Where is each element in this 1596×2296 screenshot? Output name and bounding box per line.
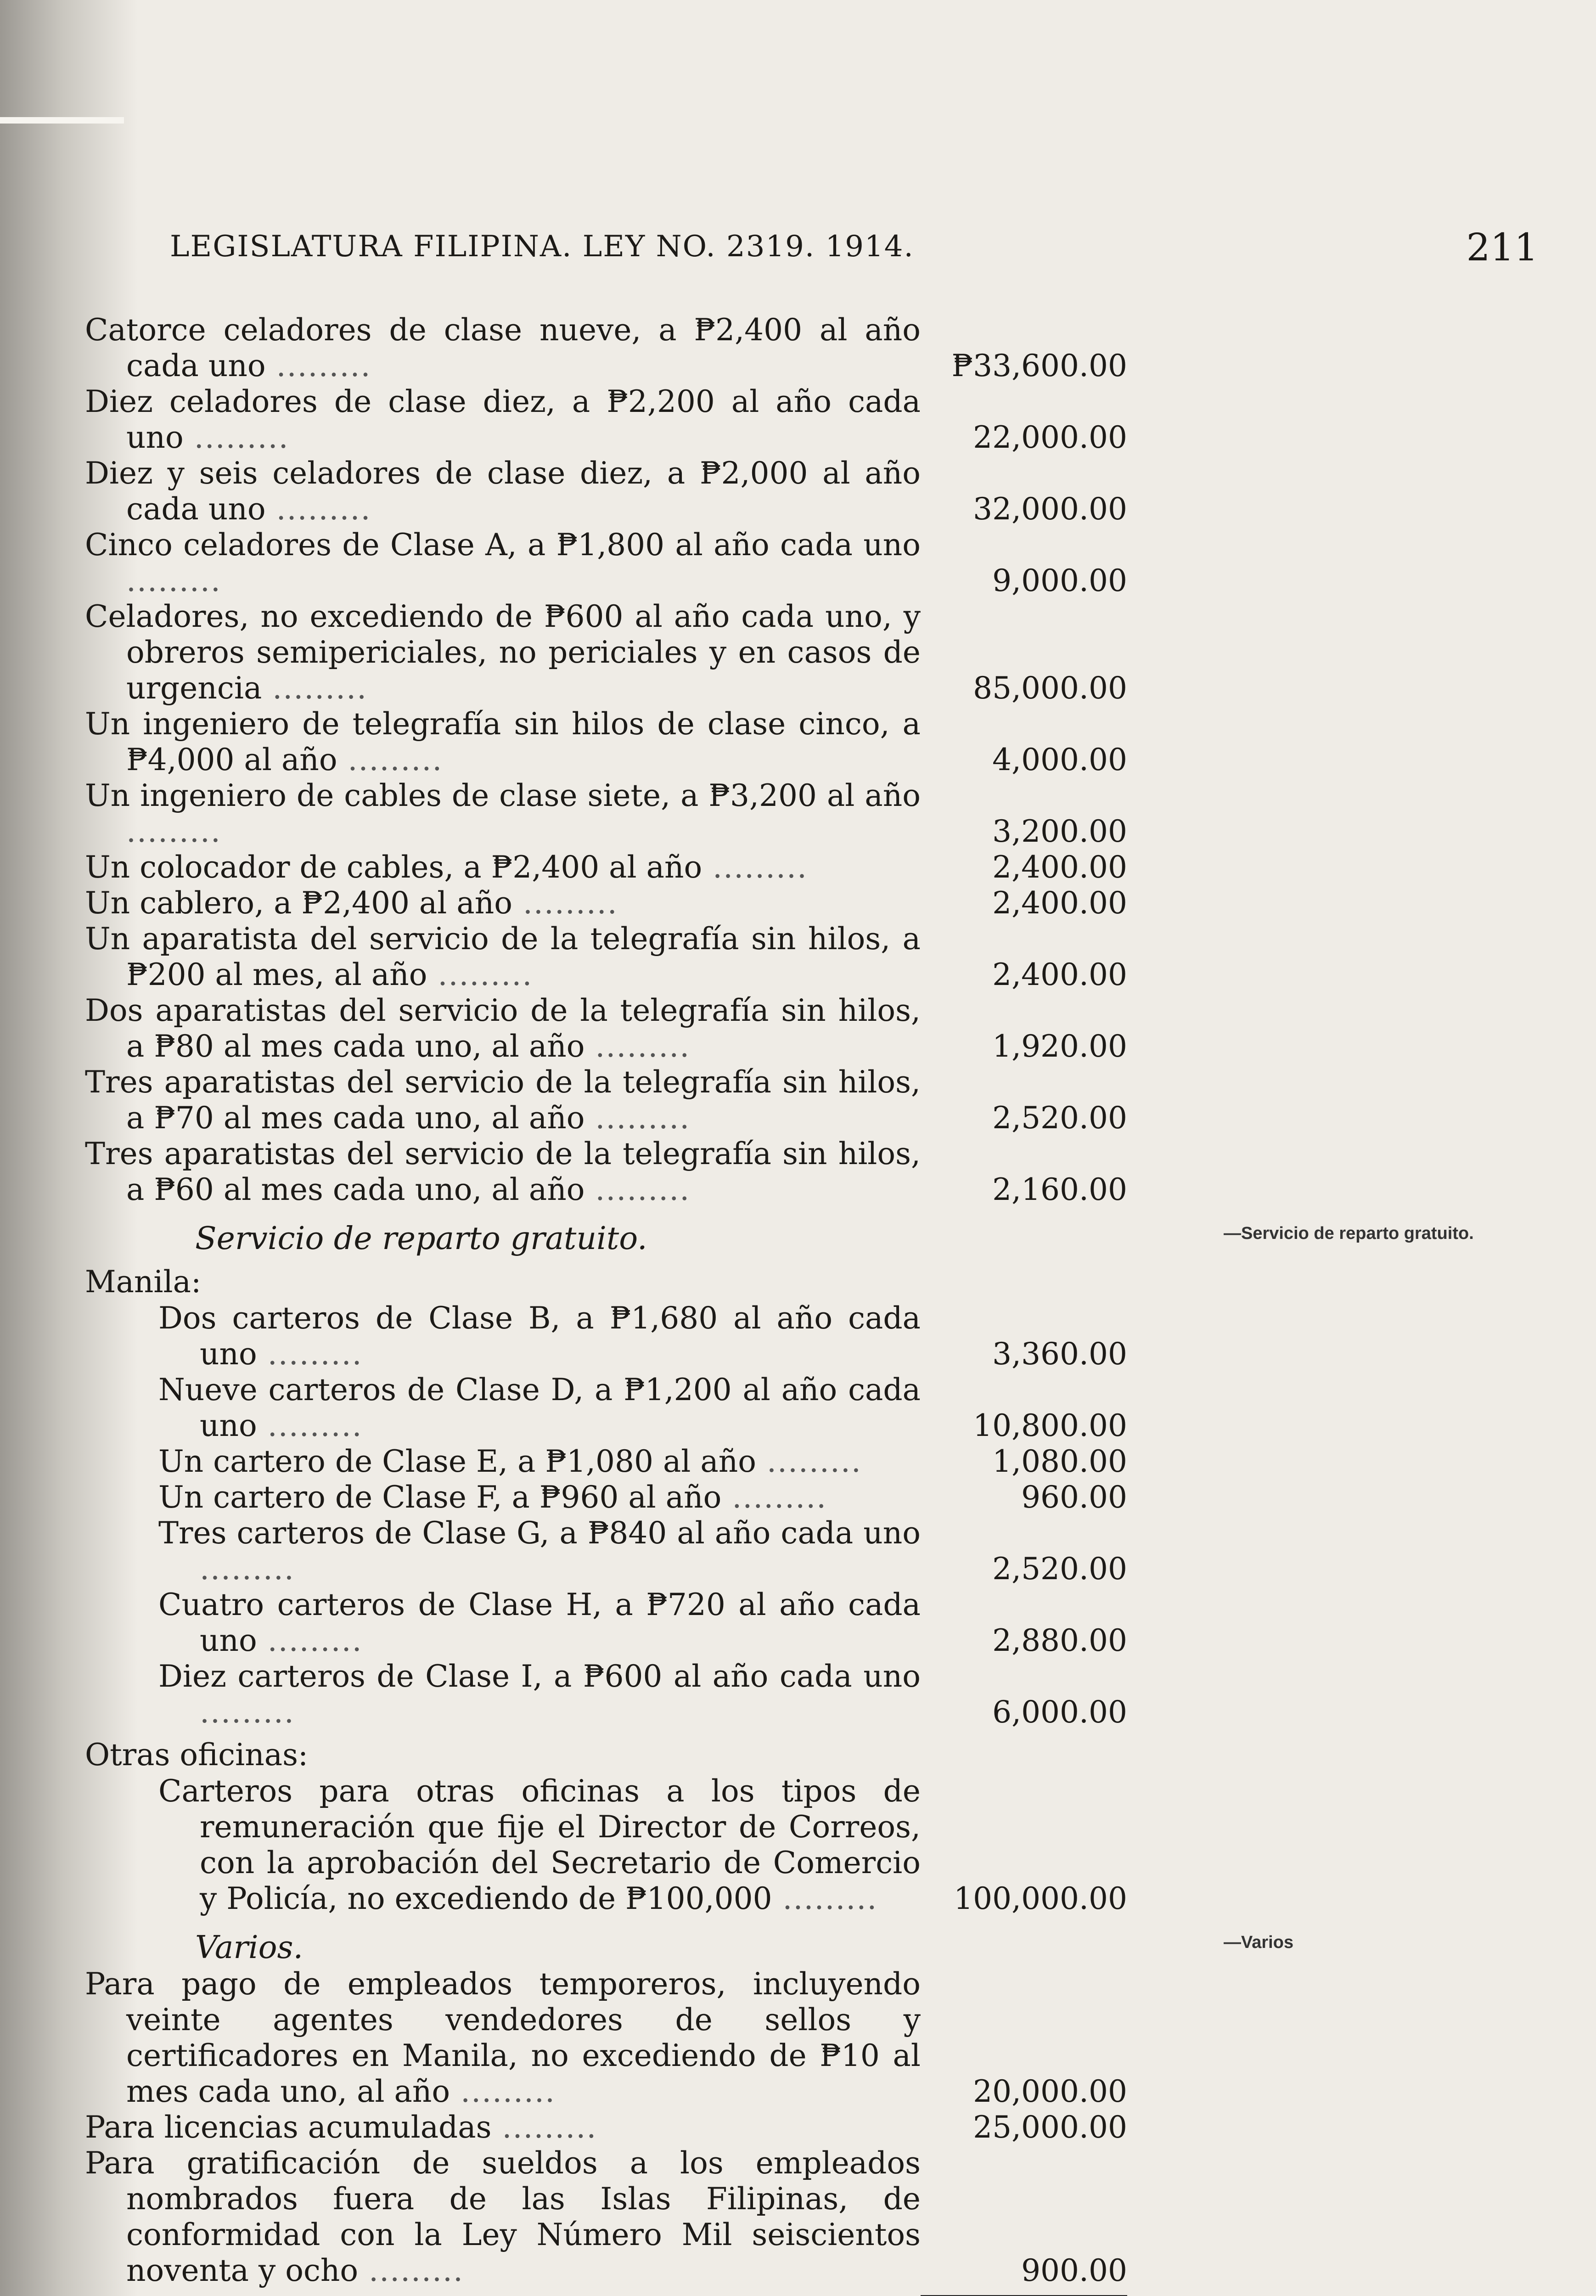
line-item-amount: 100,000.00 (954, 1881, 1127, 1916)
line-item (85, 599, 1127, 706)
leader-dots: ......... (183, 420, 289, 455)
line-item-amount: 900.00 (1021, 2253, 1127, 2288)
line-item-amount: 3,360.00 (992, 1336, 1127, 1372)
line-item-amount: 32,000.00 (973, 491, 1127, 527)
line-item (85, 312, 1127, 384)
leader-dots: ......... (200, 1551, 295, 1587)
line-item-amount: 85,000.00 (973, 670, 1127, 706)
leader-dots: ......... (584, 1100, 691, 1136)
leader-dots: ......... (702, 850, 808, 885)
page-edge-strip (0, 117, 124, 124)
line-item (85, 1587, 1127, 1659)
leader-dots: ......... (200, 1694, 295, 1730)
line-item-description: Un cartero de Clase F, a ₱960 al año ......... (158, 1480, 827, 1515)
line-item-description: Un ingeniero de cables de clase siete, a ₱3,200 al año ......... (85, 778, 921, 849)
line-item-description: Diez carteros de Clase I, a ₱600 al año cada uno ......... (158, 1659, 921, 1730)
line-item-amount: 1,080.00 (992, 1444, 1127, 1479)
margin-note: —Servicio de reparto gratuito. (1224, 1224, 1474, 1243)
line-item-description: Diez y seis celadores de clase diez, a ₱2,000 al año cada uno ......... (85, 456, 921, 527)
line-item-description: Dos carteros de Clase B, a ₱1,680 al año cada uno ......... (158, 1300, 921, 1372)
margin-note: —Varios (1224, 1933, 1294, 1952)
line-item (85, 1515, 1127, 1587)
line-item (85, 706, 1127, 778)
line-item-amount: 2,520.00 (992, 1551, 1127, 1587)
line-item (85, 778, 1127, 850)
line-item-description: Un ingeniero de telegrafía sin hilos de clase cinco, a ₱4,000 al año ......... (85, 706, 921, 777)
section-reparto (85, 1221, 1474, 1257)
leader-dots: ......... (721, 1480, 827, 1515)
line-item (85, 2145, 1127, 2289)
line-item (85, 885, 1127, 921)
leader-dots: ......... (756, 1444, 862, 1479)
leader-dots: ......... (584, 1172, 691, 1207)
leader-dots: ......... (772, 1881, 878, 1916)
section-heading: Varios. (195, 1930, 303, 1966)
line-item-amount: 2,880.00 (992, 1623, 1127, 1658)
leader-dots: ......... (584, 1029, 691, 1064)
leader-dots: ......... (257, 1336, 363, 1372)
leader-dots: ......... (337, 742, 443, 777)
line-item-amount: ₱33,600.00 (951, 348, 1127, 383)
line-item-amount: 20,000.00 (973, 2074, 1127, 2109)
leader-dots: ......... (358, 2253, 464, 2288)
line-item-description: Dos aparatistas del servicio de la telegrafía sin hilos, a ₱80 al mes cada uno, al año ......... (85, 993, 921, 1064)
line-item (85, 527, 1127, 599)
line-item-amount: 3,200.00 (992, 814, 1127, 849)
line-item (85, 921, 1127, 993)
line-item-description: Un cartero de Clase E, a ₱1,080 al año ......... (158, 1444, 862, 1479)
page-number: 211 (1466, 226, 1538, 270)
entry-list-manila (85, 1300, 1127, 1730)
line-item-description: Nueve carteros de Clase D, a ₱1,200 al año cada uno ......... (158, 1372, 921, 1443)
line-item (85, 1300, 1127, 1372)
document-body (85, 312, 1577, 2296)
line-item-description: Celadores, no excediendo de ₱600 al año cada uno, y obreros semipericiales, no periciales y en casos de urgencia ......... (85, 599, 921, 706)
leader-dots: ......... (265, 348, 371, 383)
line-item (85, 1444, 1127, 1480)
leader-dots: ......... (126, 563, 221, 598)
line-item (85, 1773, 1127, 1917)
line-item (85, 1136, 1127, 1208)
line-item-description: Cinco celadores de Clase A, a ₱1,800 al año cada uno ......... (85, 527, 921, 598)
line-item (85, 1659, 1127, 1730)
line-item-description: Tres carteros de Clase G, a ₱840 al año cada uno ......... (158, 1515, 921, 1587)
line-item-description: Para licencias acumuladas ......... (85, 2110, 597, 2145)
entry-list-varios (85, 1966, 1127, 2289)
section-heading: Servicio de reparto gratuito. (195, 1221, 647, 1257)
line-item-description: Tres aparatistas del servicio de la telegrafía sin hilos, a ₱60 al mes cada uno, al año ......... (85, 1136, 921, 1207)
line-item (85, 850, 1127, 885)
line-item (85, 1064, 1127, 1136)
line-item-amount: 22,000.00 (973, 420, 1127, 455)
leader-dots: ......... (257, 1408, 363, 1443)
leader-dots: ......... (262, 670, 368, 706)
line-item (85, 1372, 1127, 1444)
leader-dots: ......... (450, 2074, 556, 2109)
leader-dots: ......... (427, 957, 533, 992)
leader-dots: ......... (126, 814, 221, 849)
group-heading-otras: Otras oficinas: (85, 1737, 309, 1773)
leader-dots: ......... (491, 2110, 597, 2145)
line-item-description: Para pago de empleados temporeros, incluyendo veinte agentes vendedores de sellos y certificadores en Manila, no excediendo de ₱10 al mes cada uno, al año ......... (85, 1966, 921, 2109)
line-item-description: Catorce celadores de clase nueve, a ₱2,400 al año cada uno ......... (85, 312, 921, 383)
entry-list-otras (85, 1773, 1127, 1917)
main-column (85, 312, 1474, 2296)
line-item-description: Un cablero, a ₱2,400 al año ......... (85, 885, 618, 921)
line-item-description: Para gratificación de sueldos a los empleados nombrados fuera de las Islas Filipinas, de conformidad con la Ley Número Mil seiscientos noventa y ocho ......... (85, 2145, 921, 2288)
line-item-amount: 960.00 (1021, 1480, 1127, 1515)
line-item-amount: 2,400.00 (992, 850, 1127, 885)
line-item-amount: 9,000.00 (992, 563, 1127, 598)
line-item-description: Tres aparatistas del servicio de la telegrafía sin hilos, a ₱70 al mes cada uno, al año ......... (85, 1064, 921, 1136)
leader-dots: ......... (265, 491, 371, 527)
line-item-description: Carteros para otras oficinas a los tipos de remuneración que fije el Director de Correos, con la aprobación del Secretario de Comercio y Policía, no excediendo de ₱100,000 ......... (158, 1773, 921, 1916)
entry-list-celadores (85, 312, 1127, 1208)
line-item-amount: 2,400.00 (992, 885, 1127, 921)
line-item (85, 384, 1127, 456)
group-heading-manila: Manila: (85, 1264, 202, 1300)
line-item-description: Diez celadores de clase diez, a ₱2,200 al año cada uno ......... (85, 384, 921, 455)
line-item-amount: 6,000.00 (992, 1694, 1127, 1730)
line-item-description: Un aparatista del servicio de la telegrafía sin hilos, a ₱200 al mes, al año ......... (85, 921, 921, 992)
line-item-amount: 10,800.00 (973, 1408, 1127, 1443)
line-item-amount: 4,000.00 (992, 742, 1127, 777)
line-item-amount: 2,400.00 (992, 957, 1127, 992)
page-header (170, 226, 1538, 285)
line-item (85, 456, 1127, 527)
line-item-description: Un colocador de cables, a ₱2,400 al año ......... (85, 850, 808, 885)
line-item-description: Cuatro carteros de Clase H, a ₱720 al año cada uno ......... (158, 1587, 921, 1658)
line-item-amount: 2,520.00 (992, 1100, 1127, 1136)
line-item-amount: 2,160.00 (992, 1172, 1127, 1207)
leader-dots: ......... (512, 885, 618, 921)
line-item-amount: 1,920.00 (992, 1029, 1127, 1064)
line-item (85, 993, 1127, 1064)
leader-dots: ......... (257, 1623, 363, 1658)
line-item (85, 1966, 1127, 2110)
line-item (85, 2110, 1127, 2145)
line-item (85, 1480, 1127, 1515)
line-item-amount: 25,000.00 (973, 2110, 1127, 2145)
running-head: LEGISLATURA FILIPINA. LEY NO. 2319. 1914. (170, 230, 914, 264)
section-varios (85, 1930, 1294, 1966)
